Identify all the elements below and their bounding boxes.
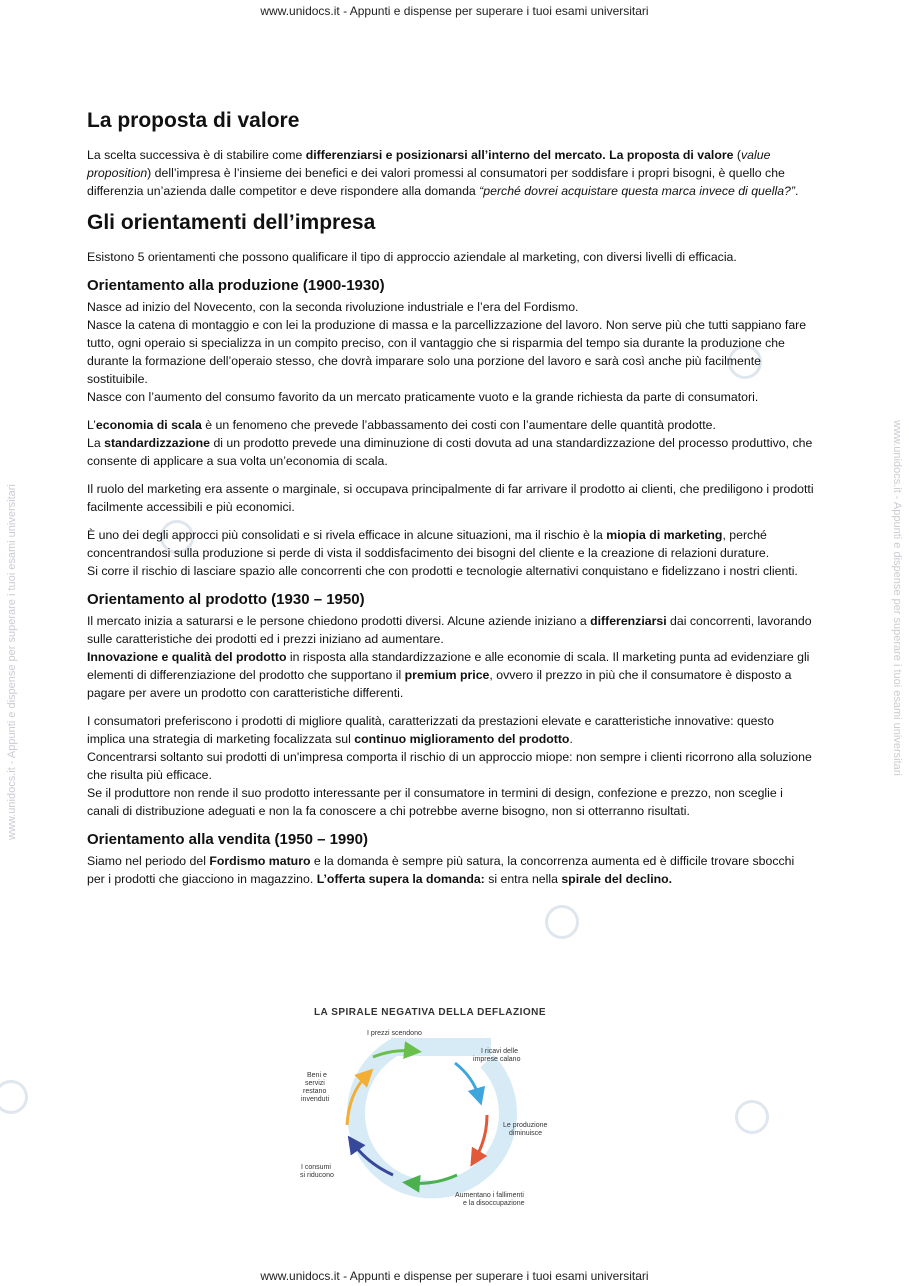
- label-bankruptcies-2: e la disoccupazione: [463, 1200, 525, 1207]
- paragraph: La scelta successiva è di stabilire come differenziarsi e posizionarsi all’interno del mercato. La proposta di valore (value proposition) dell’impresa è l’insieme dei benefici e dei valori promessi al consumatori per soddisfare i propri bisogni, è quello che differenzia un’azienda dalle competitor e deve rispondere alla domanda “perché dovrei acquistare questa marca invece di quella?”.: [87, 148, 799, 198]
- paragraph: I consumatori preferiscono i prodotti di migliore qualità, caratterizzati da prestazioni elevate e caratteristiche innovative: questo implica una strategia di marketing focalizzata sul continuo miglioramento del prodotto.: [87, 714, 774, 746]
- paragraph: Nasce ad inizio del Novecento, con la seconda rivoluzione industriale e l’era del Fordismo.: [87, 300, 579, 314]
- paragraph: Siamo nel periodo del Fordismo maturo e la domanda è sempre più satura, la concorrenza aumenta ed è difficile trovare sbocchi per i prodotti che giacciono in magazzino. L’offerta supera la domanda: si entra nella spirale del declino.: [87, 854, 795, 886]
- side-watermark-right: www.unidocs.it - Appunti e dispense per superare i tuoi esami universitari: [891, 420, 903, 776]
- label-revenues-1: I ricavi delle: [481, 1048, 518, 1055]
- label-revenues-2: imprese calano: [473, 1056, 521, 1063]
- paragraph: La standardizzazione di un prodotto prevede una diminuzione di costi dovuta ad una standardizzazione del processo produttivo, che consente di applicare a sua volta un’economia di scala.: [87, 436, 813, 468]
- label-consumption-1: I consumi: [301, 1164, 331, 1171]
- arrow-revenues: [455, 1063, 479, 1097]
- section-title-orientations: Gli orientamenti dell’impresa: [87, 211, 376, 234]
- section-title-value-proposition: La proposta di valore: [87, 109, 300, 132]
- label-production-1: Le produzione: [503, 1122, 548, 1129]
- page-header: www.unidocs.it - Appunti e dispense per superare i tuoi esami universitari: [260, 4, 649, 18]
- label-unsold-2: servizi: [305, 1080, 325, 1087]
- subsection-title-production: Orientamento alla produzione (1900-1930): [87, 277, 385, 294]
- paragraph: È uno dei degli approcci più consolidati e si rivela efficace in alcune situazioni, ma il rischio è la miopia di marketing, perché concentrandosi sulla produzione si perde di vista il soddisfacimento dei bisogni del cliente e la creazione di relazioni durature.: [87, 528, 770, 560]
- label-unsold-3: restano: [303, 1088, 327, 1095]
- diagram-title: LA SPIRALE NEGATIVA DELLA DEFLAZIONE: [313, 1007, 547, 1018]
- watermark-logo-icon: [0, 1080, 28, 1114]
- spiral-tail: [391, 1038, 491, 1056]
- paragraph: Si corre il rischio di lasciare spazio alle concorrenti che con prodotti e tecnologie alternativi conquistano e fidelizzano i nostri clienti.: [87, 564, 798, 578]
- paragraph: Innovazione e qualità del prodotto in risposta alla standardizzazione e alle economie di scala. Il marketing punta ad evidenziare gli elementi di differenziazione del prodotto che supportano il premium price, ovvero il prezzo in più che il consumatore è disposto a pagare per avere un prodotto con caratteristiche differenti.: [87, 650, 810, 700]
- label-consumption-2: si riducono: [300, 1172, 334, 1179]
- arrow-production: [475, 1115, 487, 1159]
- label-prices-fall: I prezzi scendono: [367, 1030, 422, 1037]
- label-unsold-4: invenduti: [301, 1096, 330, 1103]
- watermark-logo-icon: [735, 1100, 769, 1134]
- document-body: [87, 108, 815, 898]
- paragraph: Il ruolo del marketing era assente o marginale, si occupava principalmente di far arrivare il prodotto ai clienti, che prediligono i prodotti facilmente accessibili e più economici.: [87, 482, 814, 514]
- side-watermark-left: www.unidocs.it - Appunti e dispense per superare i tuoi esami universitari: [6, 484, 18, 840]
- page-footer: www.unidocs.it - Appunti e dispense per superare i tuoi esami universitari: [260, 1269, 649, 1283]
- deflation-spiral-diagram: [295, 1003, 565, 1225]
- paragraph: Il mercato inizia a saturarsi e le persone chiedono prodotti diversi. Alcune aziende iniziano a differenziarsi dai concorrenti, lavorando sulle caratteristiche dei prodotti ed i prezzi iniziano ad aumentare.: [87, 614, 812, 646]
- label-bankruptcies-1: Aumentano i fallimenti: [455, 1192, 524, 1199]
- subsection-title-product: Orientamento al prodotto (1930 – 1950): [87, 591, 365, 608]
- label-production-2: diminuisce: [509, 1130, 543, 1137]
- paragraph: L’economia di scala è un fenomeno che prevede l’abbassamento dei costi con l’aumentare delle quantità prodotte.: [87, 418, 716, 432]
- paragraph: Nasce la catena di montaggio e con lei la produzione di massa e la parcellizzazione del lavoro. Non serve più che tutti sappiano fare tutto, ogni operaio si specializza in un compito preciso, con il vantaggio che si risparmia del tempo sia durante la produzione che durante la formazione dell’operaio stesso, che dovrà imparare solo una porzione del lavoro e sarà così anche più facilmente sostituibile.: [87, 318, 807, 386]
- label-unsold-1: Beni e: [307, 1072, 327, 1079]
- subsection-title-sales: Orientamento alla vendita (1950 – 1990): [87, 831, 368, 848]
- paragraph: Se il produttore non rende il suo prodotto interessante per il consumatore in termini di design, confezione e prezzo, non sceglie i canali di distribuzione adeguati e non la fa conoscere a chi potrebbe averne bisogno, non si otterranno risultati.: [87, 786, 783, 818]
- paragraph: Esistono 5 orientamenti che possono qualificare il tipo di approccio aziendale al marketing, con diversi livelli di efficacia.: [87, 250, 737, 264]
- paragraph: Concentrarsi soltanto sui prodotti di un'impresa comporta il rischio di un approccio miope: non sempre i clienti ricorrono alla soluzione che risulta più efficace.: [87, 750, 812, 782]
- paragraph: Nasce con l’aumento del consumo favorito da un mercato praticamente vuoto e la grande richiesta da parte di consumatori.: [87, 390, 759, 404]
- watermark-logo-icon: [545, 905, 579, 939]
